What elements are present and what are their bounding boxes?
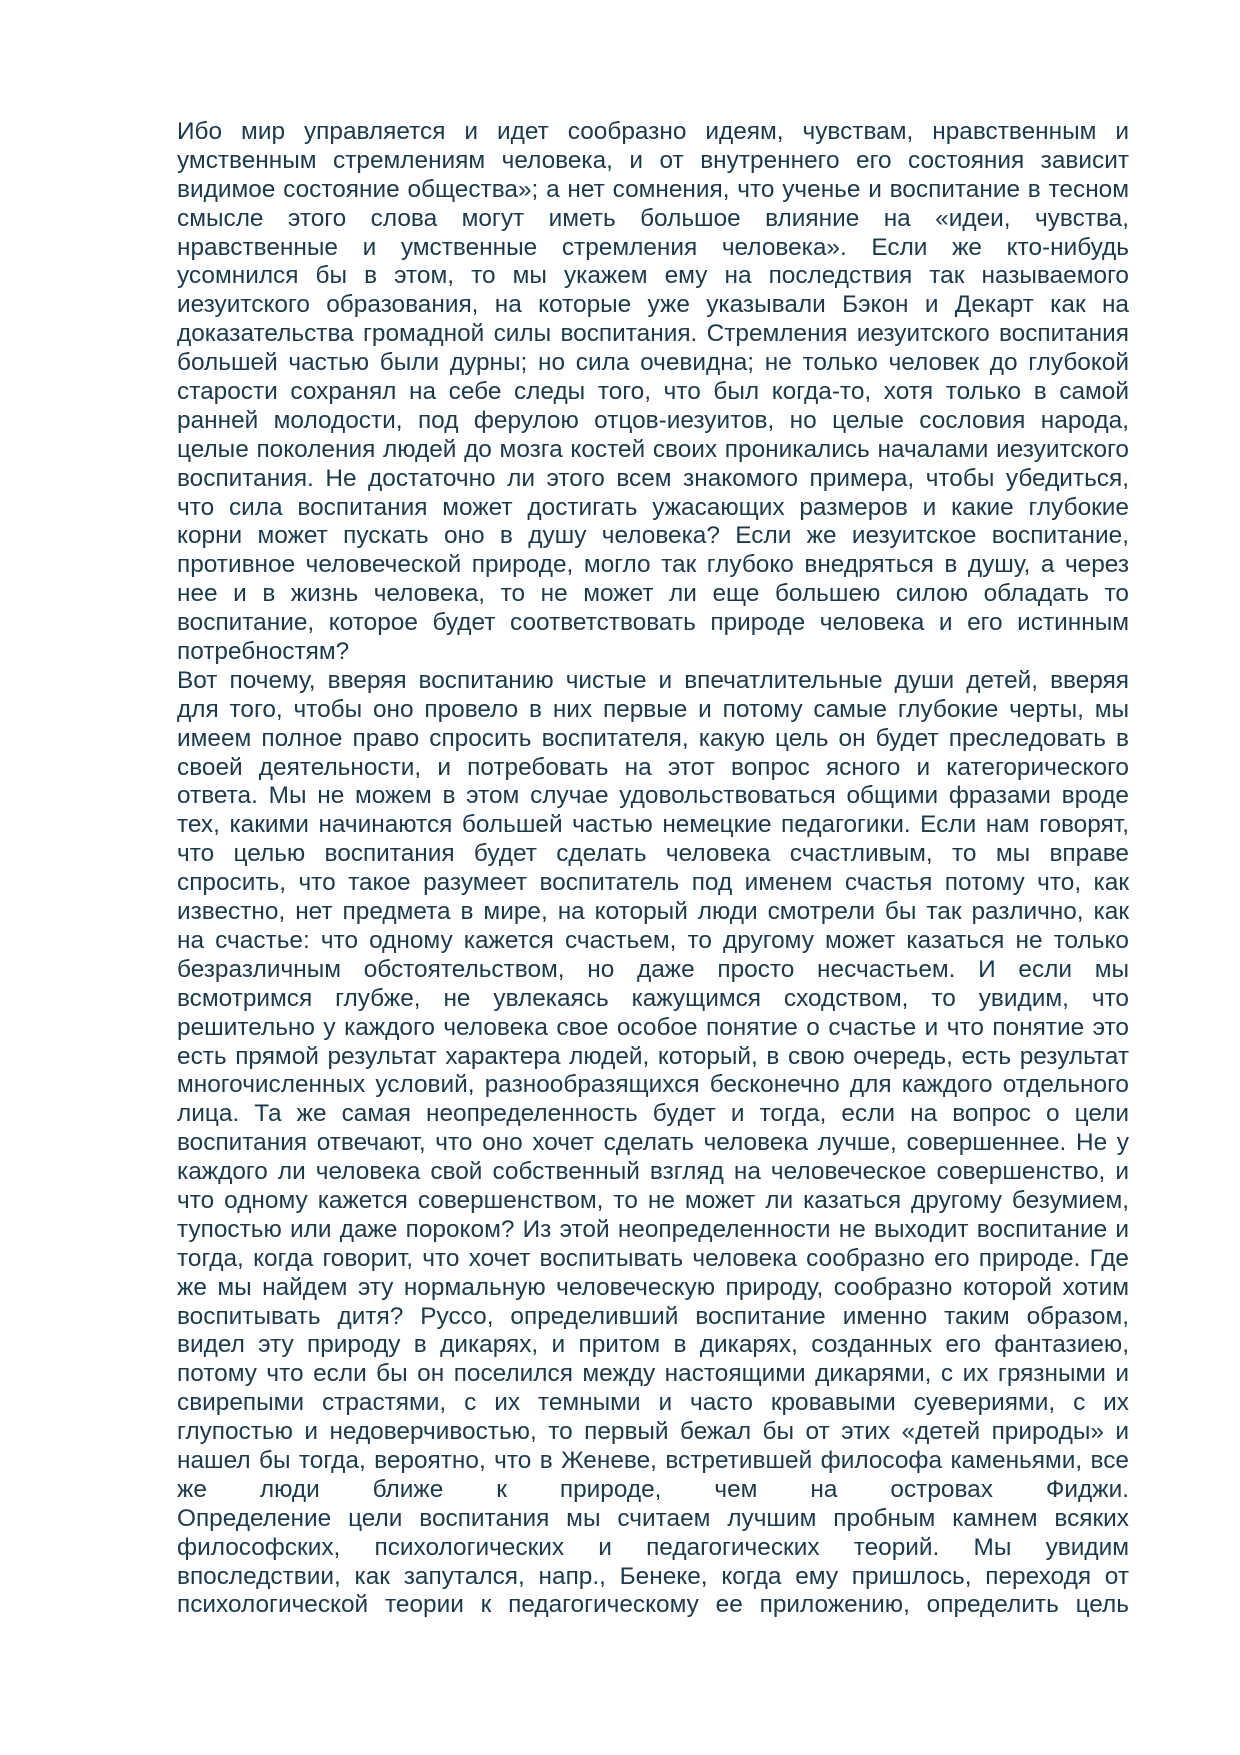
text-line: впоследствии, как запутался, напр., Бенеке, когда ему пришлось, переходя от <box>177 1562 1129 1590</box>
text-line: философских, психологических и педагогических теорий. Мы увидим <box>177 1533 1129 1561</box>
text-line: имеем полное право спросить воспитателя, какую цель он будет преследовать в <box>177 724 1129 752</box>
text-line: большей частью были дурны; но сила очевидна; не только человек до глубокой <box>177 349 1129 377</box>
text-line: лица. Та же самая неопределенность будет и тогда, если на вопрос о цели <box>177 1100 1129 1128</box>
text-line: своей деятельности, и потребовать на этот вопрос ясного и категорического <box>177 753 1129 781</box>
text-line: нее и в жизнь человека, то не может ли еще большею силою обладать то <box>177 580 1129 608</box>
text-line: воспитания. Не достаточно ли этого всем знакомого примера, чтобы убедиться, <box>177 464 1129 492</box>
text-line: смысле этого слова могут иметь большое влияние на «идеи, чувства, <box>177 204 1129 232</box>
text-line: воспитание, которое будет соответствовать природе человека и его истинным <box>177 609 1129 637</box>
text-line: корни может пускать оно в душу человека? Если же иезуитское воспитание, <box>177 522 1129 550</box>
text-line: что одному кажется совершенством, то не может ли казаться другому безумием, <box>177 1186 1129 1214</box>
text-line: видимое состояние общества»; а нет сомнения, что ученье и воспитание в тесном <box>177 175 1129 203</box>
text-line: воспитывать дитя? Руссо, определивший воспитание именно таким образом, <box>177 1302 1129 1330</box>
text-line: спросить, что такое разумеет воспитатель под именем счастья потому что, как <box>177 869 1129 897</box>
text-line: Определение цели воспитания мы считаем лучшим пробным камнем всяких <box>177 1504 1129 1532</box>
text-line: тех, какими начинаются большей частью немецкие педагогики. Если нам говорят, <box>177 811 1129 839</box>
text-line: безразличным обстоятельством, но даже просто несчастьем. И если мы <box>177 955 1129 983</box>
text-line: Ибо мир управляется и идет сообразно идеям, чувствам, нравственным и <box>177 118 1129 145</box>
text-line: тупостью или даже пороком? Из этой неопределенности не выходит воспитание и <box>177 1215 1129 1243</box>
text-line: что сила воспитания может достигать ужасающих размеров и какие глубокие <box>177 493 1129 521</box>
text-line: тогда, когда говорит, что хочет воспитывать человека сообразно его природе. Где <box>177 1244 1129 1272</box>
text-line: Вот почему, вверяя воспитанию чистые и впечатлительные души детей, вверяя <box>177 666 1129 694</box>
text-line: ответа. Мы не можем в этом случае удовольствоваться общими фразами вроде <box>177 782 1129 810</box>
text-line: есть прямой результат характера людей, который, в свою очередь, есть результат <box>177 1042 1129 1070</box>
document-body <box>177 118 1129 1620</box>
text-line: же люди ближе к природе, чем на островах Фиджи. <box>177 1475 1129 1503</box>
text-line: известно, нет предмета в мире, на который люди смотрели бы так различно, как <box>177 898 1129 926</box>
text-line: доказательства громадной силы воспитания. Стремления иезуитского воспитания <box>177 320 1129 348</box>
text-line: усомнился бы в этом, то мы укажем ему на последствия так называемого <box>177 262 1129 290</box>
text-line: каждого ли человека свой собственный взгляд на человеческое совершенство, и <box>177 1158 1129 1186</box>
text-line: всмотримся глубже, не увлекаясь кажущимся сходством, то увидим, что <box>177 984 1129 1012</box>
text-line: нравственные и умственные стремления человека». Если же кто-нибудь <box>177 233 1129 261</box>
text-line: же мы найдем эту нормальную человеческую природу, сообразно которой хотим <box>177 1273 1129 1301</box>
text-line: целые поколения людей до мозга костей своих проникались началами иезуитского <box>177 435 1129 463</box>
text-line: старости сохранял на себе следы того, что был когда-то, хотя только в самой <box>177 378 1129 406</box>
text-line: решительно у каждого человека свое особое понятие о счастье и что понятие это <box>177 1013 1129 1041</box>
text-line: на счастье: что одному кажется счастьем, то другому может казаться не только <box>177 926 1129 954</box>
text-line: потребностям? <box>177 638 350 666</box>
text-line: ранней молодости, под ферулою отцов-иезуитов, но целые сословия народа, <box>177 406 1129 434</box>
text-line: многочисленных условий, разнообразящихся бесконечно для каждого отдельного <box>177 1071 1129 1099</box>
text-line: воспитания отвечают, что оно хочет сделать человека лучше, совершеннее. Не у <box>177 1129 1129 1157</box>
text-line: иезуитского образования, на которые уже указывали Бэкон и Декарт как на <box>177 291 1129 319</box>
text-line: глупостью и недоверчивостью, то первый бежал бы от этих «детей природы» и <box>177 1418 1129 1446</box>
text-line: нашел бы тогда, вероятно, что в Женеве, встретившей философа каменьями, все <box>177 1446 1129 1474</box>
text-line: потому что если бы он поселился между настоящими дикарями, с их грязными и <box>177 1360 1129 1388</box>
text-line: что целью воспитания будет сделать человека счастливым, то мы вправе <box>177 840 1129 868</box>
text-line: видел эту природу в дикарях, и притом в дикарях, созданных его фантазиею, <box>177 1331 1129 1359</box>
text-line: свирепыми страстями, с их темными и часто кровавыми суевериями, с их <box>177 1389 1129 1417</box>
text-line: психологической теории к педагогическому ее приложению, определить цель <box>177 1591 1129 1619</box>
text-line: для того, чтобы оно провело в них первые и потому самые глубокие черты, мы <box>177 695 1129 723</box>
text-line: умственным стремлениям человека, и от внутреннего его состояния зависит <box>177 146 1129 174</box>
text-line: противное человеческой природе, могло так глубоко внедряться в душу, а через <box>177 551 1129 579</box>
